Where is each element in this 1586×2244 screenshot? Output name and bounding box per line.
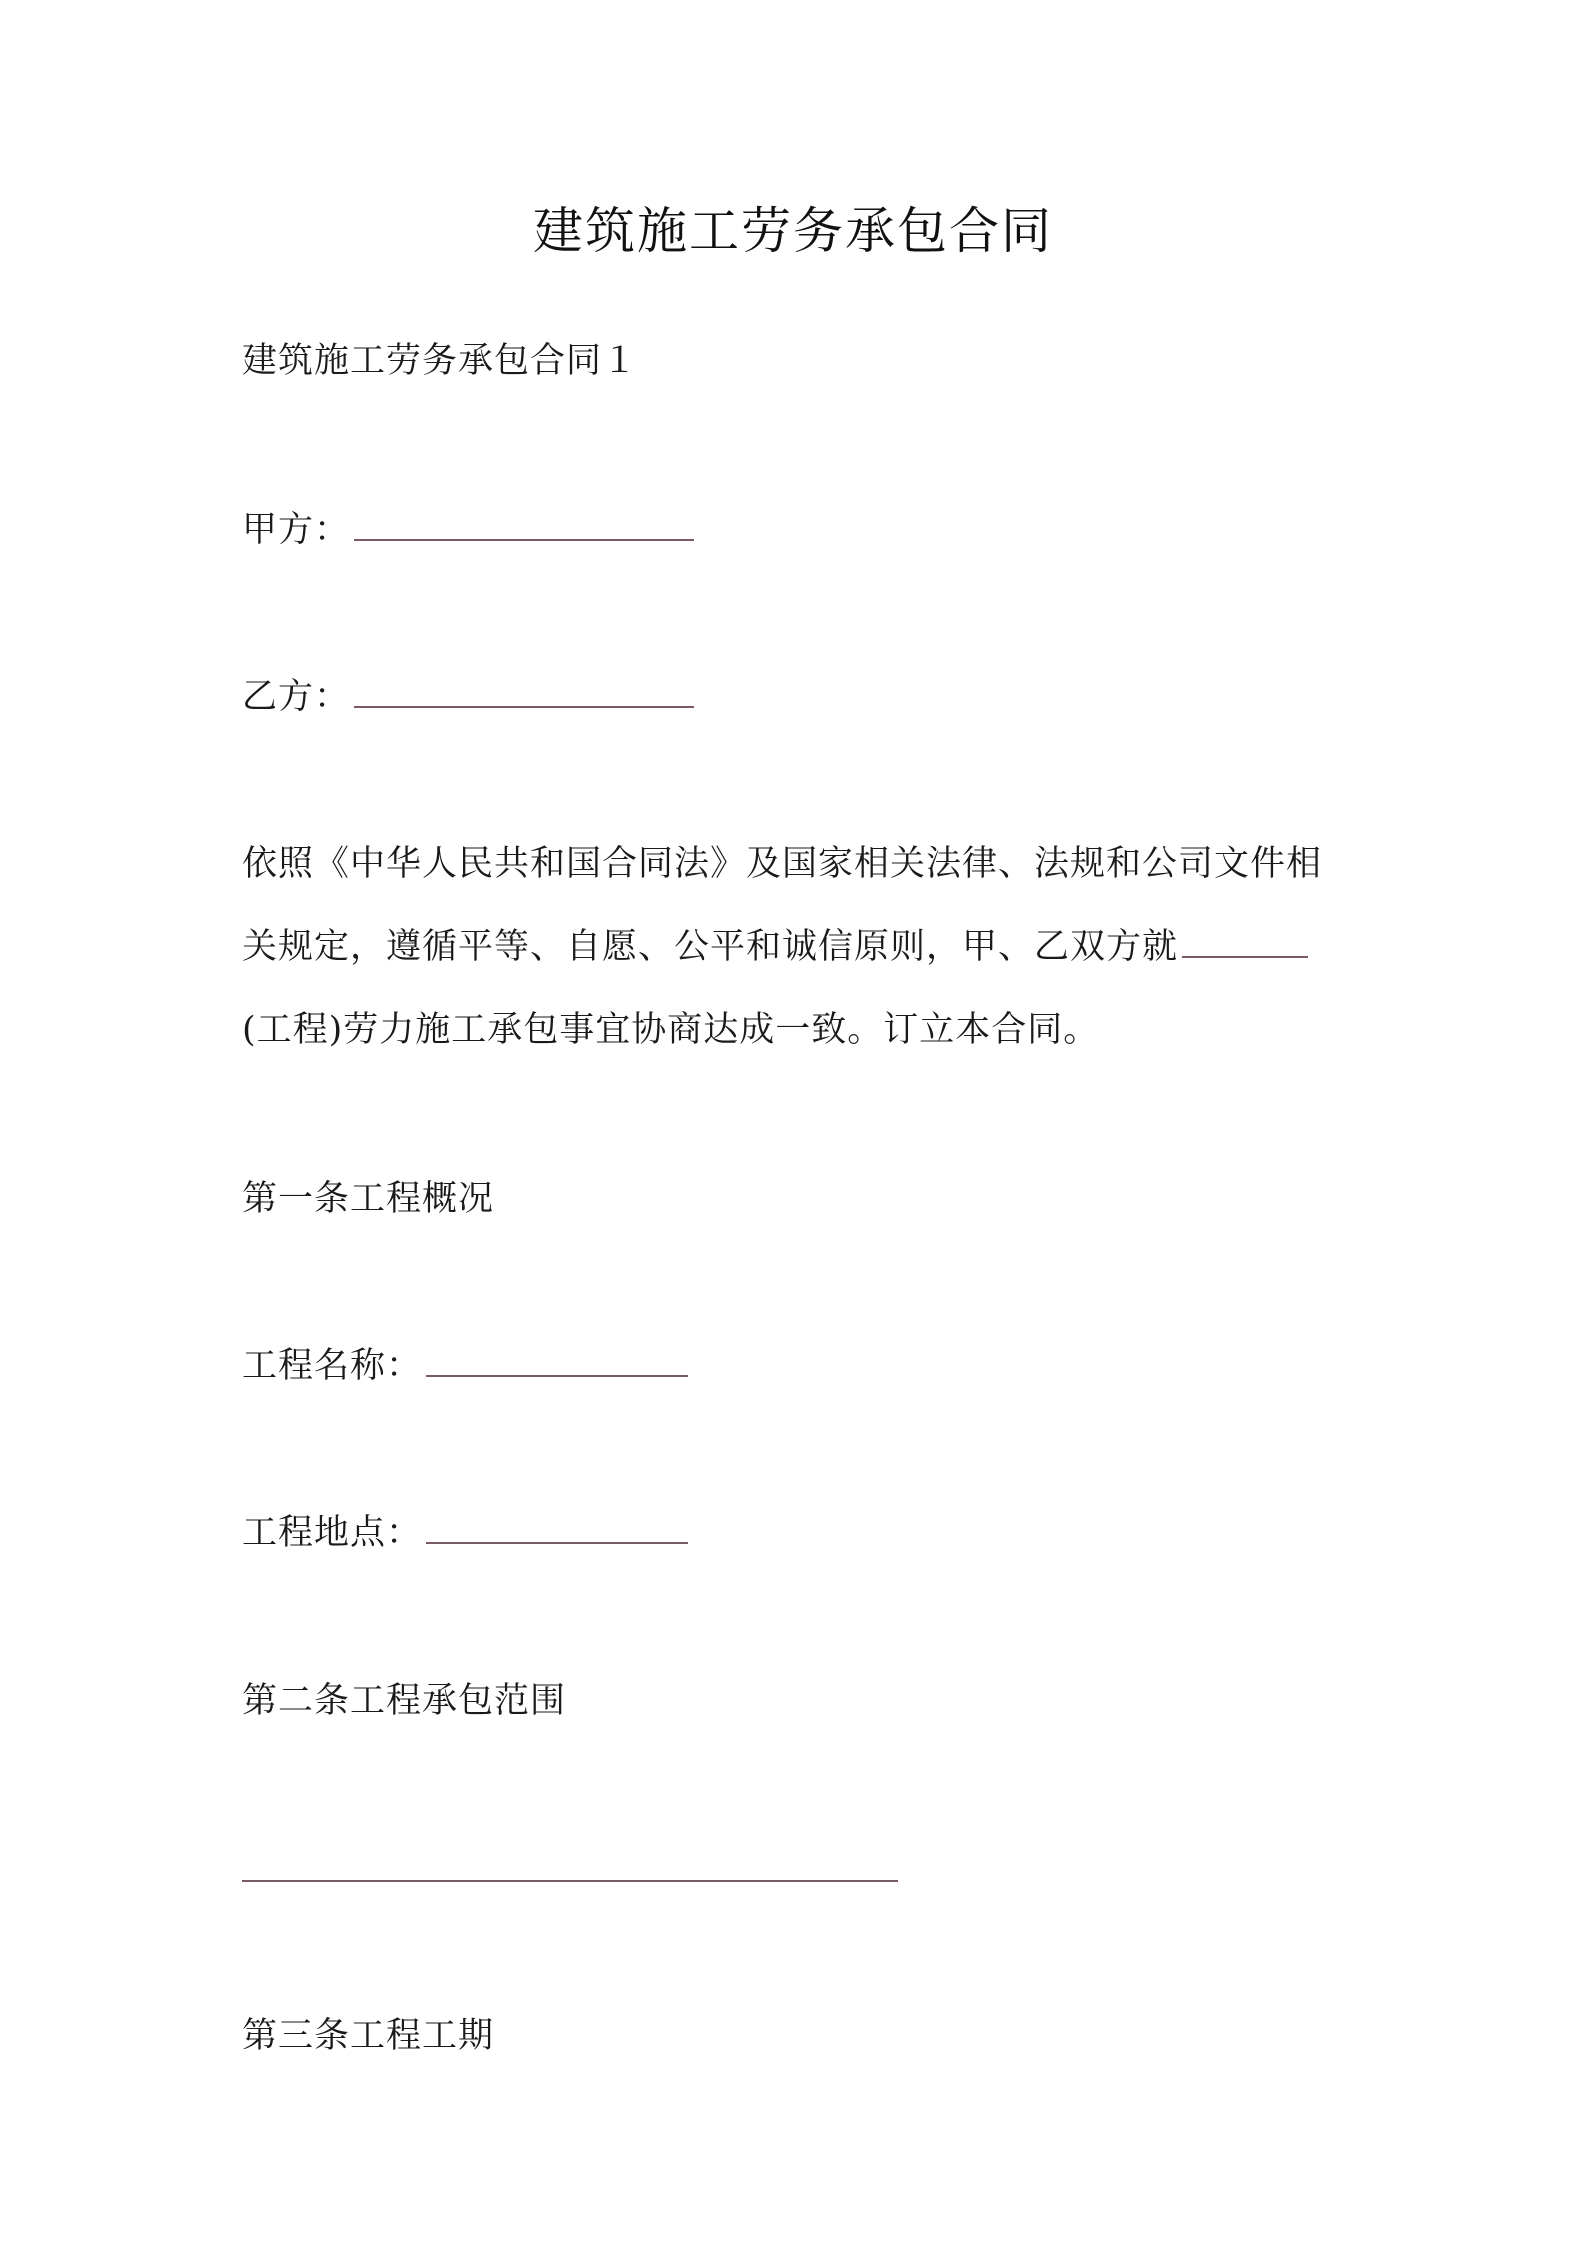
scope-blank[interactable] [242,1880,898,1882]
article-3-heading: 第三条工程工期 [242,2016,495,2056]
project-location-line [242,1508,688,1558]
project-location-blank[interactable] [426,1512,688,1544]
intro-line-3: (工程)劳力施工承包事宜协商达成一致。订立本合同。 [242,1010,1100,1050]
project-name-blank[interactable] [426,1345,688,1377]
contract-subtitle: 建筑施工劳务承包合同１ [242,341,639,381]
intro-line-2 [242,922,1308,972]
project-name-label: 工程名称： [242,1346,423,1386]
party-b-label: 乙方： [242,677,351,717]
project-location-label: 工程地点： [242,1513,423,1553]
intro-line-2-text: 关规定，遵循平等、自愿、公平和诚信原则，甲、乙双方就 [242,927,1179,967]
intro-line-1: 依照《中华人民共和国合同法》及国家相关法律、法规和公司文件相 [242,844,1323,884]
party-b-blank[interactable] [354,676,694,708]
project-blank[interactable] [1182,926,1308,958]
party-b-line [242,672,694,722]
party-a-blank[interactable] [354,509,694,541]
party-a-label: 甲方： [242,510,351,550]
article-1-heading: 第一条工程概况 [242,1179,495,1219]
project-name-line [242,1341,688,1391]
document-title: 建筑施工劳务承包合同 [533,202,1053,260]
article-2-heading: 第二条工程承包范围 [242,1681,567,1721]
party-a-line [242,505,694,555]
